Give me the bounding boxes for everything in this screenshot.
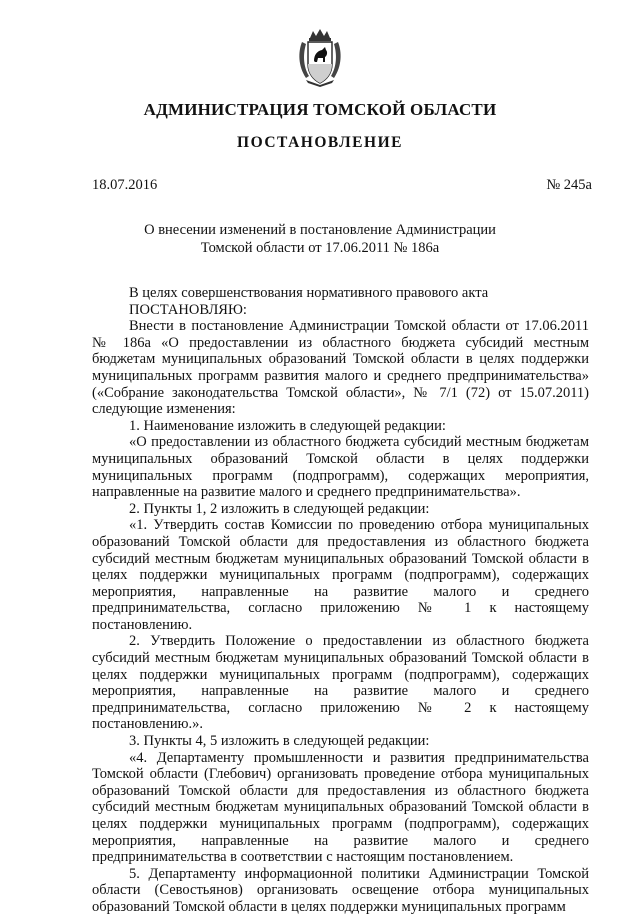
body-paragraph: 5. Департаменту информационной политики Администрации Томской области (Севостьянов) организовать освещение отбора муниципальных образований Томской области в целях поддержки муниципальных программ	[92, 865, 589, 915]
body-paragraph: «1. Утвердить состав Комиссии по проведению отбора муниципальных образований Томской области для предоставления из областного бюджета субсидий местным бюджетам муниципальных образований Томской области в целях поддержки муниципальных программ (подпрограмм), содержащих мероприятия, направленные на развитие малого и среднего предпринимательства, согласно приложению № 1 к настоящему постановлению.	[92, 517, 589, 633]
body-paragraph: 2. Пункты 1, 2 изложить в следующей редакции:	[129, 500, 430, 517]
subject-line: Томской области от 17.06.2011 № 186а	[200, 240, 440, 256]
body-paragraph: 2. Утвердить Положение о предоставлении из областного бюджета субсидий местным бюджетам муниципальных образований Томской области в целях поддержки муниципальных программ (подпрограмм), содержащих мероприятия, направленные на развитие малого и среднего предпринимательства, согласно приложению № 2 к настоящему постановлению.».	[92, 633, 589, 733]
document-date: 18.07.2016	[92, 177, 158, 193]
body-paragraph: «О предоставлении из областного бюджета субсидий местным бюджетам муниципальных образований Томской области в целях поддержки муниципальных программ (подпрограмм), содержащих мероприятия, направленные на развитие малого и среднего предпринимательства».	[92, 434, 589, 501]
document-number: № 245а	[546, 177, 592, 193]
body-paragraph: В целях совершенствования нормативного правового акта	[129, 285, 489, 301]
document-subject	[0, 221, 640, 257]
organization-title: АДМИНИСТРАЦИЯ ТОМСКОЙ ОБЛАСТИ	[143, 100, 497, 119]
document-type: ПОСТАНОВЛЕНИЕ	[237, 134, 403, 151]
body-paragraph: ПОСТАНОВЛЯЮ:	[129, 301, 247, 318]
tomsk-region-coat-of-arms-icon	[296, 28, 344, 88]
subject-line: О внесении изменений в постановление Администрации	[144, 222, 496, 238]
body-paragraph: «4. Департаменту промышленности и развития предпринимательства Томской области (Глебович) организовать проведение отбора муниципальных образований Томской области для предоставления из областного бюджета субсидий местным бюджетам муниципальных образований Томской области в целях поддержки муниципальных программ (подпрограмм), содержащих мероприятия, направленные на развитие малого и среднего предпринимательства в соответствии с настоящим постановлением.	[92, 749, 589, 866]
body-paragraph: 3. Пункты 4, 5 изложить в следующей редакции:	[129, 733, 430, 750]
body-paragraph: 1. Наименование изложить в следующей редакции:	[129, 417, 446, 434]
document-body	[92, 285, 589, 916]
body-paragraph: Внести в постановление Администрации Томской области от 17.06.2011 № 186а «О предоставлении из областного бюджета субсидий местным бюджетам муниципальных образований Томской области в целях поддержки муниципальных программ развития малого и среднего предпринимательства» («Собрание законодательства Томской области», № 7/1 (72) от 15.07.2011) следующие изменения:	[92, 318, 589, 418]
